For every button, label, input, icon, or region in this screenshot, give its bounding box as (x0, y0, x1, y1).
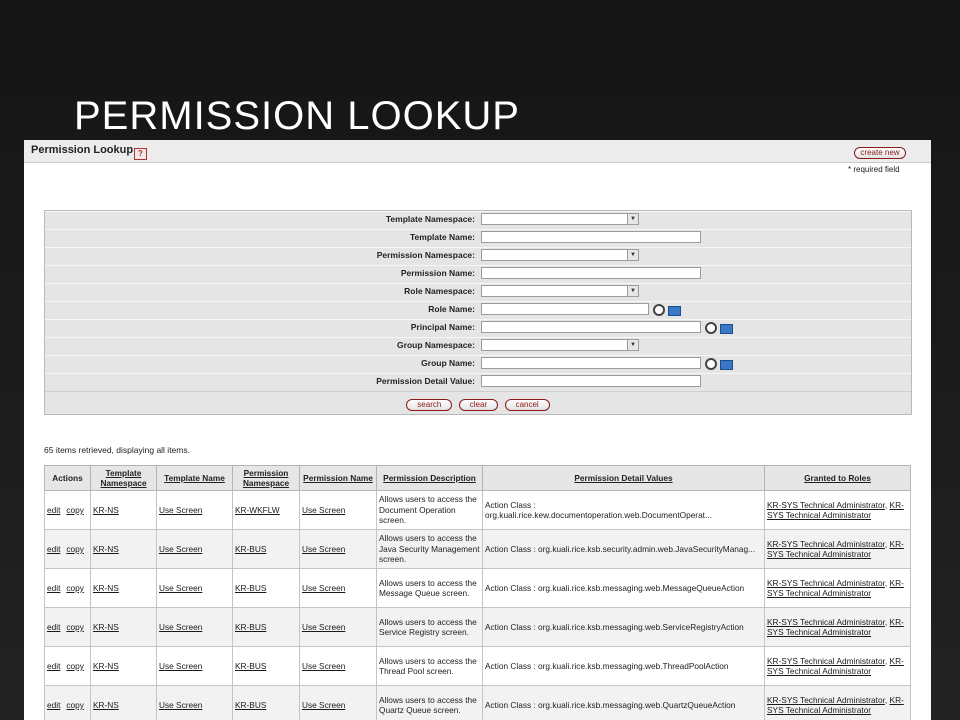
field-label: Role Namespace: (404, 286, 475, 296)
field-label: Group Namespace: (397, 340, 475, 350)
granted-roles-cell: KR-SYS Technical Administrator, KR-SYS Technical Administrator (765, 530, 911, 569)
role-link[interactable]: KR-SYS Technical Administrator (767, 577, 885, 588)
permission-name-input[interactable] (481, 267, 701, 279)
table-row (45, 647, 911, 686)
role-name-input[interactable] (481, 303, 649, 315)
role-link[interactable]: KR-SYS Technical Administrator (767, 694, 885, 705)
role-link[interactable]: KR-SYS Technical Administrator (767, 538, 904, 559)
permission-name-cell (300, 569, 377, 608)
column-header-permission-detail-values[interactable]: Permission Detail Values (483, 466, 765, 491)
template-namespace-link[interactable]: KR-NS (93, 543, 119, 554)
form-row-group-namespace (45, 337, 911, 356)
template-name-link[interactable]: Use Screen (159, 660, 203, 671)
granted-roles-cell: KR-SYS Technical Administrator, KR-SYS Technical Administrator (765, 491, 911, 530)
permission-name-cell (300, 608, 377, 647)
actions-cell (45, 491, 91, 530)
template-namespace-link[interactable]: KR-NS (93, 660, 119, 671)
form-row-group-name (45, 355, 911, 374)
template-namespace-cell (91, 491, 157, 530)
permission-namespace-cell (233, 569, 300, 608)
permission-name-link[interactable]: Use Screen (302, 699, 346, 710)
book-icon[interactable] (720, 324, 733, 334)
template-name-cell (157, 530, 233, 569)
table-row (45, 530, 911, 569)
permission-name-link[interactable]: Use Screen (302, 621, 346, 632)
permission-namespace-link[interactable]: KR-BUS (235, 660, 267, 671)
search-lookup-icon[interactable] (653, 304, 665, 316)
permission-description-cell: Allows users to access the Quartz Queue screen. (377, 686, 483, 720)
chevron-down-icon: ▼ (627, 250, 638, 260)
form-row-permission-detail-value (45, 373, 911, 392)
template-namespace-link[interactable]: KR-NS (93, 699, 119, 710)
edit-link[interactable]: edit (47, 582, 61, 593)
permission-namespace-link[interactable]: KR-BUS (235, 582, 267, 593)
template-namespace-link[interactable]: KR-NS (93, 621, 119, 632)
column-header-permission-name[interactable]: Permission Name (300, 466, 377, 491)
role-link[interactable]: KR-SYS Technical Administrator (767, 538, 885, 549)
copy-link[interactable]: copy (66, 699, 84, 710)
form-row-permission-namespace (45, 247, 911, 266)
permission-detail-cell: Action Class : org.kuali.rice.ksb.messaging.web.MessageQueueAction (483, 569, 765, 608)
permission-namespace-cell (233, 491, 300, 530)
field-label: Permission Detail Value: (376, 376, 475, 386)
table-row (45, 608, 911, 647)
template-name-link[interactable]: Use Screen (159, 582, 203, 593)
permission-detail-cell: Action Class : org.kuali.rice.kew.documentoperation.web.DocumentOperat... (483, 491, 765, 530)
search-button[interactable]: search (406, 399, 452, 411)
results-count: 65 items retrieved, displaying all items. (44, 445, 190, 455)
actions-cell (45, 647, 91, 686)
edit-link[interactable]: edit (47, 621, 61, 632)
field-label: Template Namespace: (385, 214, 475, 224)
permission-name-link[interactable]: Use Screen (302, 660, 346, 671)
group-namespace-select[interactable] (481, 339, 639, 351)
clear-button[interactable]: clear (459, 399, 498, 411)
table-row (45, 686, 911, 720)
permission-detail-cell: Action Class : org.kuali.rice.ksb.messaging.web.QuartzQueueAction (483, 686, 765, 720)
template-namespace-select[interactable] (481, 213, 639, 225)
granted-roles-cell: KR-SYS Technical Administrator, KR-SYS Technical Administrator (765, 569, 911, 608)
edit-link[interactable]: edit (47, 660, 61, 671)
copy-link[interactable]: copy (66, 582, 84, 593)
permission-detail-value-input[interactable] (481, 375, 701, 387)
field-label: Permission Name: (400, 268, 475, 278)
app-screenshot (24, 140, 931, 720)
role-link[interactable]: KR-SYS Technical Administrator (767, 655, 904, 676)
permission-namespace-link[interactable]: KR-WKFLW (235, 504, 280, 515)
search-form (44, 210, 912, 415)
template-name-cell (157, 686, 233, 720)
chevron-down-icon: ▼ (627, 214, 638, 224)
template-name-cell (157, 608, 233, 647)
template-name-link[interactable]: Use Screen (159, 504, 203, 515)
header-bar (24, 140, 931, 163)
template-namespace-link[interactable]: KR-NS (93, 504, 119, 515)
actions-cell (45, 569, 91, 608)
chevron-down-icon: ▼ (627, 340, 638, 350)
permission-description-cell: Allows users to access the Service Registry screen. (377, 608, 483, 647)
field-label: Principal Name: (410, 322, 475, 332)
permission-namespace-select[interactable] (481, 249, 639, 261)
search-lookup-icon[interactable] (705, 322, 717, 334)
template-name-link[interactable]: Use Screen (159, 699, 203, 710)
book-icon[interactable] (720, 360, 733, 370)
form-row-role-name (45, 301, 911, 320)
template-name-link[interactable]: Use Screen (159, 543, 203, 554)
role-link[interactable]: KR-SYS Technical Administrator (767, 616, 904, 637)
permission-description-cell: Allows users to access the Document Operation screen. (377, 491, 483, 530)
permission-name-cell (300, 491, 377, 530)
role-link[interactable]: KR-SYS Technical Administrator (767, 499, 885, 510)
copy-link[interactable]: copy (66, 543, 84, 554)
permission-description-cell: Allows users to access the Message Queue screen. (377, 569, 483, 608)
template-name-input[interactable] (481, 231, 701, 243)
required-field-note: * required field (848, 165, 900, 174)
column-header-template-name[interactable]: Template Name (157, 466, 233, 491)
principal-name-input[interactable] (481, 321, 701, 333)
permission-namespace-cell (233, 686, 300, 720)
column-header-template-namespace[interactable]: Template Namespace (91, 466, 157, 491)
cancel-button[interactable]: cancel (505, 399, 550, 411)
template-namespace-cell (91, 608, 157, 647)
template-name-cell (157, 569, 233, 608)
group-lookup-icons (705, 356, 733, 368)
actions-cell (45, 530, 91, 569)
form-row-template-name (45, 229, 911, 248)
results-table (44, 465, 911, 720)
book-icon[interactable] (668, 306, 681, 316)
form-row-template-namespace (45, 211, 911, 230)
role-link[interactable]: KR-SYS Technical Administrator (767, 499, 904, 520)
template-name-cell (157, 647, 233, 686)
edit-link[interactable]: edit (47, 543, 61, 554)
permission-namespace-link[interactable]: KR-BUS (235, 621, 267, 632)
role-link[interactable]: KR-SYS Technical Administrator (767, 616, 885, 627)
edit-link[interactable]: edit (47, 699, 61, 710)
role-namespace-select[interactable] (481, 285, 639, 297)
permission-detail-cell: Action Class : org.kuali.rice.ksb.messaging.web.ServiceRegistryAction (483, 608, 765, 647)
template-namespace-link[interactable]: KR-NS (93, 582, 119, 593)
chevron-down-icon: ▼ (627, 286, 638, 296)
copy-link[interactable]: copy (66, 621, 84, 632)
permission-name-cell (300, 647, 377, 686)
template-namespace-cell (91, 569, 157, 608)
permission-detail-cell: Action Class : org.kuali.rice.ksb.messaging.web.ThreadPoolAction (483, 647, 765, 686)
permission-name-link[interactable]: Use Screen (302, 543, 346, 554)
role-link[interactable]: KR-SYS Technical Administrator (767, 694, 904, 715)
role-lookup-icons (653, 302, 681, 314)
granted-roles-cell: KR-SYS Technical Administrator, KR-SYS Technical Administrator (765, 686, 911, 720)
column-header-permission-namespace[interactable]: Permission Namespace (233, 466, 300, 491)
table-row (45, 569, 911, 608)
permission-name-link[interactable]: Use Screen (302, 504, 346, 515)
table-header-row (45, 466, 911, 491)
role-link[interactable]: KR-SYS Technical Administrator (767, 655, 885, 666)
field-label: Role Name: (428, 304, 475, 314)
column-header-permission-description[interactable]: Permission Description (377, 466, 483, 491)
role-link[interactable]: KR-SYS Technical Administrator (767, 577, 904, 598)
field-label: Template Name: (409, 232, 475, 242)
results-body (45, 491, 911, 720)
permission-description-cell: Allows users to access the Thread Pool screen. (377, 647, 483, 686)
permission-name-cell (300, 686, 377, 720)
principal-lookup-icons (705, 320, 733, 332)
permission-namespace-link[interactable]: KR-BUS (235, 543, 267, 554)
edit-link[interactable]: edit (47, 504, 61, 515)
copy-link[interactable]: copy (66, 660, 84, 671)
permission-namespace-link[interactable]: KR-BUS (235, 699, 267, 710)
column-header-granted-to-roles[interactable]: Granted to Roles (765, 466, 911, 491)
granted-roles-cell: KR-SYS Technical Administrator, KR-SYS Technical Administrator (765, 647, 911, 686)
group-name-input[interactable] (481, 357, 701, 369)
slide-title: PERMISSION LOOKUP (74, 94, 520, 138)
permission-namespace-cell (233, 530, 300, 569)
permission-namespace-cell (233, 647, 300, 686)
page-title: Permission Lookup (31, 144, 134, 156)
template-namespace-cell (91, 530, 157, 569)
template-namespace-cell (91, 647, 157, 686)
permission-detail-cell: Action Class : org.kuali.rice.ksb.security.admin.web.JavaSecurityManag... (483, 530, 765, 569)
permission-name-link[interactable]: Use Screen (302, 582, 346, 593)
actions-cell (45, 608, 91, 647)
column-header-actions: Actions (45, 466, 91, 491)
form-buttons (45, 394, 911, 412)
permission-name-cell (300, 530, 377, 569)
field-label: Group Name: (421, 358, 475, 368)
template-name-cell (157, 491, 233, 530)
permission-namespace-cell (233, 608, 300, 647)
copy-link[interactable]: copy (66, 504, 84, 515)
help-icon[interactable]: ? (134, 148, 147, 160)
create-new-button[interactable]: create new (854, 147, 906, 159)
search-lookup-icon[interactable] (705, 358, 717, 370)
granted-roles-cell: KR-SYS Technical Administrator, KR-SYS Technical Administrator (765, 608, 911, 647)
permission-description-cell: Allows users to access the Java Security Management screen. (377, 530, 483, 569)
table-row (45, 491, 911, 530)
form-row-role-namespace (45, 283, 911, 302)
template-name-link[interactable]: Use Screen (159, 621, 203, 632)
field-label: Permission Namespace: (376, 250, 475, 260)
form-row-permission-name (45, 265, 911, 284)
template-namespace-cell (91, 686, 157, 720)
actions-cell (45, 686, 91, 720)
form-row-principal-name (45, 319, 911, 338)
